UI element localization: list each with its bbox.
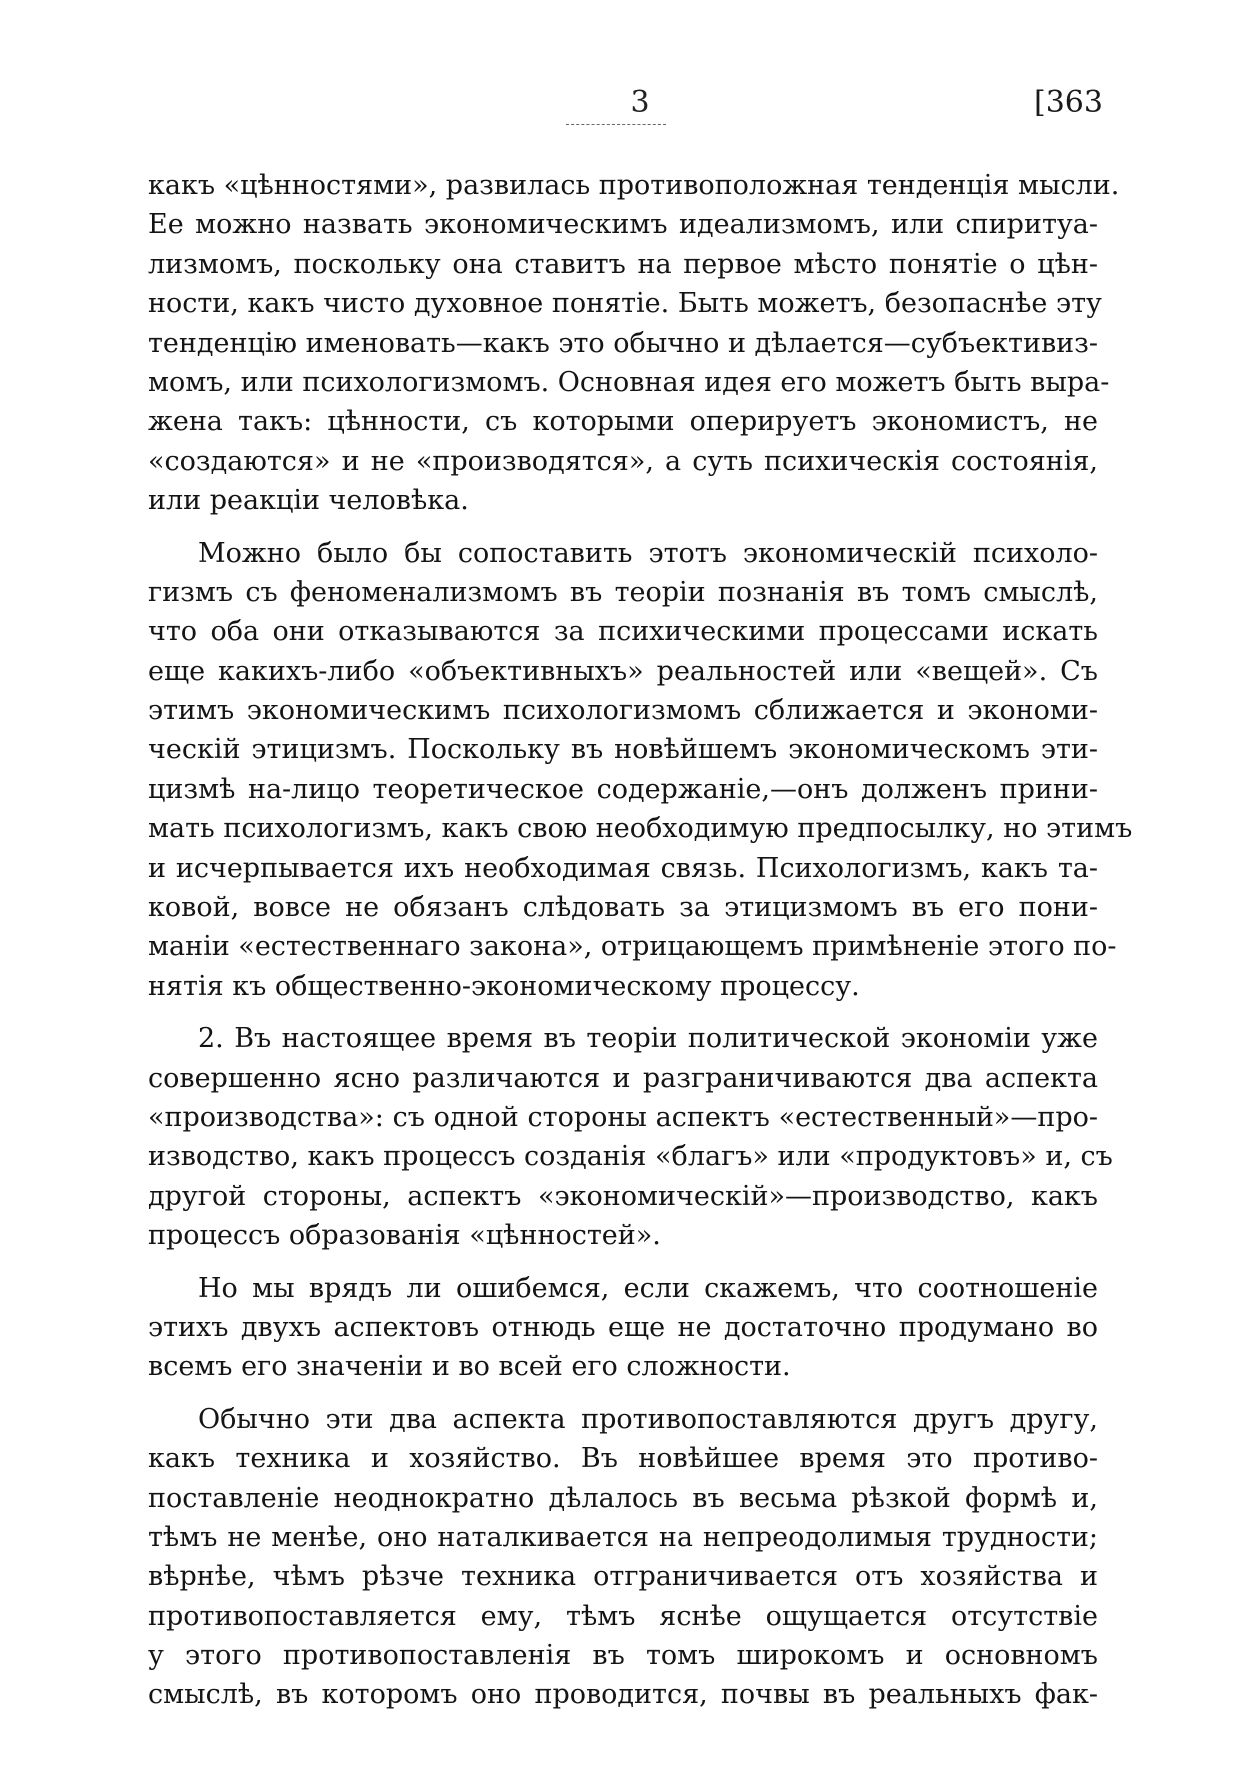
paragraph-5 bbox=[148, 1400, 1098, 1715]
text-line: «создаются» и не «производятся», а суть психическія состоянія, bbox=[148, 445, 1098, 477]
text-line: тенденцію именовать—какъ это обычно и дѣлается—субъективиз- bbox=[148, 327, 1099, 359]
text-line: Обычно эти два аспекта противопоставляются другъ другу, bbox=[198, 1403, 1098, 1435]
paragraph-3 bbox=[148, 1019, 1113, 1255]
text-line: мать психологизмъ, какъ свою необходимую предпосылку, но этимъ bbox=[148, 813, 1133, 845]
signature-rule bbox=[566, 124, 666, 125]
text-line: или реакціи человѣка. bbox=[148, 485, 469, 517]
signature-mark: 3 bbox=[630, 85, 650, 120]
body-text bbox=[148, 166, 1133, 1715]
paragraph-4 bbox=[148, 1269, 1098, 1387]
text-line: тѣмъ не менѣе, оно наталкивается на непреодолимыя трудности; bbox=[148, 1521, 1098, 1553]
text-line: маніи «естественнаго закона», отрицающемъ примѣненіе этого по- bbox=[148, 931, 1117, 963]
text-line: процессъ образованія «цѣнностей». bbox=[148, 1220, 661, 1252]
text-line: ности, какъ чисто духовное понятіе. Быть можетъ, безопаснѣе эту bbox=[148, 288, 1102, 320]
text-line: момъ, или психологизмомъ. Основная идея его можетъ быть выра- bbox=[148, 366, 1110, 398]
page-number: [363 bbox=[1034, 85, 1103, 120]
text-line: какъ «цѣнностями», развилась противоположная тенденція мысли. bbox=[148, 170, 1120, 201]
text-line: поставленіе неоднократно дѣлалось въ весьма рѣзкой формѣ и, bbox=[148, 1482, 1098, 1514]
text-line: какъ техника и хозяйство. Въ новѣйшее время это противо- bbox=[148, 1443, 1098, 1475]
text-line: и исчерпывается ихъ необходимая связь. Психологизмъ, какъ та- bbox=[148, 852, 1098, 884]
text-line: Ее можно назвать экономическимъ идеализмомъ, или спиритуа- bbox=[148, 209, 1098, 241]
text-line: жена такъ: цѣнности, съ которыми оперируетъ экономистъ, не bbox=[148, 406, 1098, 438]
text-line: лизмомъ, поскольку она ставитъ на первое мѣсто понятіе о цѣн- bbox=[148, 248, 1098, 280]
paragraph-2 bbox=[148, 534, 1133, 1007]
text-line: гизмъ съ феноменализмомъ въ теоріи познанія въ томъ смыслѣ, bbox=[148, 576, 1098, 608]
text-line: еще какихъ-либо «объективныхъ» реальностей или «вещей». Съ bbox=[148, 655, 1098, 687]
text-line: Можно было бы сопоставить этотъ экономическій психоло- bbox=[198, 537, 1098, 569]
text-line: смыслѣ, въ которомъ оно проводится, почвы въ реальныхъ фак- bbox=[148, 1679, 1098, 1711]
text-line: нятія къ общественно-экономическому процессу. bbox=[148, 970, 860, 1002]
text-line: цизмѣ на-лицо теоретическое содержаніе,—онъ долженъ прини- bbox=[148, 773, 1098, 805]
text-line: этимъ экономическимъ психологизмомъ сближается и экономи- bbox=[148, 695, 1098, 727]
text-line: ческій этицизмъ. Поскольку въ новѣйшемъ экономическомъ эти- bbox=[148, 734, 1098, 766]
text-line: изводство, какъ процессъ созданія «благъ» или «продуктовъ» и, съ bbox=[148, 1141, 1113, 1173]
text-line: Но мы врядъ ли ошибемся, если скажемъ, что соотношеніе bbox=[198, 1272, 1098, 1304]
text-line: у этого противопоставленія въ томъ широкомъ и основномъ bbox=[148, 1640, 1098, 1672]
text-line: «производства»: съ одной стороны аспектъ «естественный»—про- bbox=[148, 1101, 1098, 1133]
text-line: противопоставляется ему, тѣмъ яснѣе ощущается отсутствіе bbox=[148, 1600, 1098, 1632]
text-line: 2. Въ настоящее время въ теоріи политической экономіи уже bbox=[198, 1023, 1098, 1055]
text-line: этихъ двухъ аспектовъ отнюдь еще не достаточно продумано во bbox=[148, 1311, 1098, 1343]
text-line: что оба они отказываются за психическими процессами искать bbox=[148, 616, 1098, 648]
text-line: всемъ его значеніи и во всей его сложности. bbox=[148, 1351, 791, 1383]
text-line: другой стороны, аспектъ «экономическій»—производство, какъ bbox=[148, 1180, 1098, 1212]
text-line: ковой, вовсе не обязанъ слѣдовать за этицизмомъ въ его пони- bbox=[148, 892, 1098, 924]
text-line: совершенно ясно различаются и разграничиваются два аспекта bbox=[148, 1062, 1098, 1094]
text-line: вѣрнѣе, чѣмъ рѣзче техника отграничивается отъ хозяйства и bbox=[148, 1561, 1098, 1593]
paragraph-1 bbox=[148, 166, 1120, 521]
